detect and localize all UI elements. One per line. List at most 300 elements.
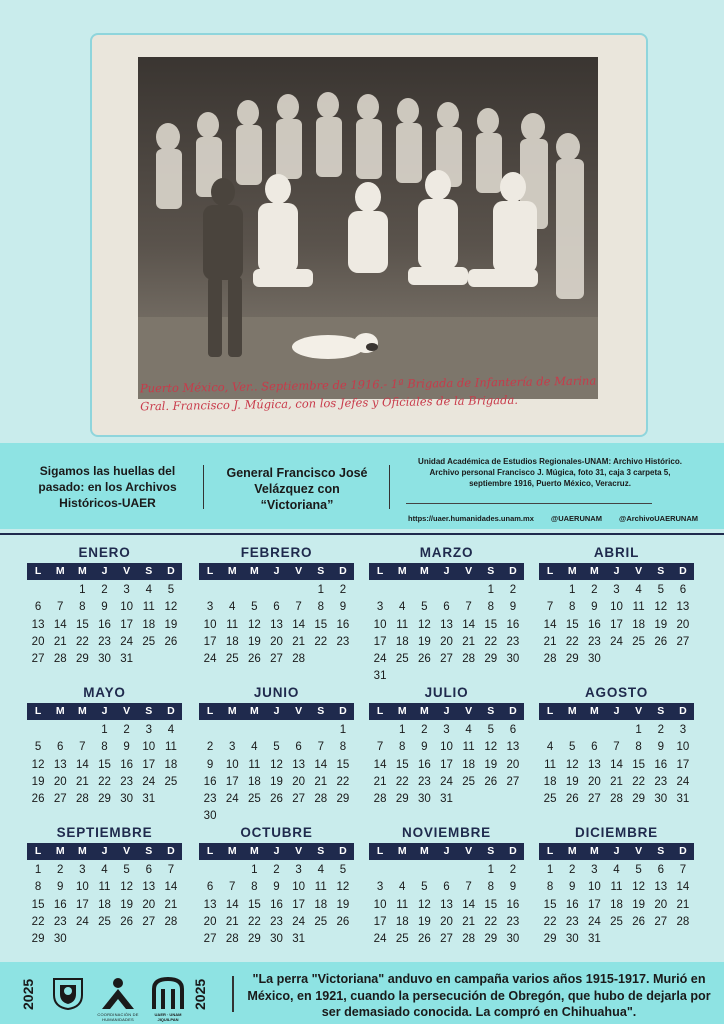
- day-cell: 31: [440, 793, 453, 806]
- day-cell: 21: [75, 775, 89, 788]
- weekday-label: S: [145, 705, 153, 717]
- weekday-label: M: [589, 705, 599, 717]
- contact-links: [408, 514, 698, 523]
- day-cell: 1: [34, 864, 42, 876]
- day-cell: 31: [373, 670, 387, 683]
- day-cell: 7: [317, 741, 324, 754]
- day-cell: 29: [395, 793, 409, 806]
- day-cell: 30: [203, 810, 217, 823]
- day-cell: 24: [373, 933, 387, 946]
- day-cell: 18: [632, 618, 646, 631]
- day-cell: 11: [248, 758, 261, 771]
- day-cell: 23: [654, 775, 668, 788]
- day-cell: 28: [676, 915, 690, 928]
- day-cell: 14: [75, 758, 89, 771]
- day-cell: 4: [546, 741, 554, 754]
- day-cell: 9: [569, 881, 576, 894]
- photo-title: [212, 465, 382, 513]
- day-cell: 11: [396, 898, 409, 911]
- website-link[interactable]: https://uaer.humanidades.unam.mx: [408, 514, 534, 523]
- day-cell: 2: [206, 741, 214, 754]
- day-cell: 17: [676, 758, 690, 771]
- weekday-header: [369, 843, 524, 860]
- day-cell: 16: [98, 618, 111, 631]
- day-cell: 26: [31, 793, 45, 806]
- archive-line-2: Archivo personal Francisco J. Múgica, foto 31, caja 3 carpeta 5,: [429, 468, 671, 477]
- historical-photo: [138, 57, 598, 399]
- weekday-label: S: [487, 705, 495, 717]
- day-cell: 14: [292, 618, 306, 631]
- day-grid: [539, 582, 694, 668]
- weekday-label: L: [34, 845, 42, 857]
- day-cell: 2: [657, 724, 664, 736]
- day-cell: 11: [544, 758, 557, 771]
- month-name: OCTUBRE: [240, 825, 313, 840]
- weekday-label: J: [613, 705, 620, 717]
- weekday-header: [539, 843, 694, 860]
- day-cell: 24: [373, 653, 387, 666]
- day-cell: 14: [53, 618, 67, 631]
- day-cell: 22: [632, 775, 646, 788]
- day-cell: 24: [587, 915, 601, 928]
- weekday-label: M: [227, 565, 237, 577]
- day-cell: 24: [610, 635, 623, 648]
- day-cell: 19: [247, 635, 261, 648]
- day-cell: 10: [292, 881, 306, 894]
- day-cell: 22: [247, 915, 261, 928]
- day-cell: 10: [142, 741, 156, 754]
- month-junio: [199, 684, 354, 826]
- day-cell: 9: [101, 601, 108, 614]
- weekday-label: M: [249, 845, 259, 857]
- day-cell: 15: [565, 618, 579, 631]
- day-cell: 10: [203, 618, 217, 631]
- weekday-label: V: [465, 845, 473, 857]
- weekday-header: [27, 843, 182, 860]
- weekday-label: L: [546, 845, 554, 857]
- weekday-header: [369, 563, 524, 580]
- month-name: DICIEMBRE: [575, 825, 658, 840]
- day-cell: 11: [462, 741, 475, 754]
- day-cell: 17: [610, 618, 623, 631]
- day-cell: 21: [373, 775, 387, 788]
- day-cell: 28: [373, 793, 387, 806]
- day-cell: 3: [591, 864, 598, 876]
- day-cell: 27: [440, 933, 453, 946]
- day-cell: 16: [203, 775, 217, 788]
- day-cell: 6: [34, 601, 42, 614]
- day-cell: 10: [440, 741, 453, 754]
- month-name: SEPTIEMBRE: [56, 825, 153, 840]
- weekday-label: D: [339, 845, 347, 857]
- day-cell: 27: [53, 793, 67, 806]
- day-cell: 3: [613, 584, 620, 596]
- day-cell: 27: [440, 653, 453, 666]
- day-cell: 24: [142, 775, 156, 788]
- day-cell: 25: [225, 653, 239, 666]
- day-cell: 5: [339, 864, 347, 876]
- social-handle-archivo[interactable]: @ArchivoUAERUNAM: [619, 514, 698, 523]
- day-cell: 24: [440, 775, 453, 788]
- day-cell: 3: [295, 864, 302, 876]
- day-cell: 7: [465, 601, 472, 614]
- day-cell: 16: [506, 898, 520, 911]
- weekday-label: V: [295, 845, 303, 857]
- day-cell: 19: [164, 618, 178, 631]
- day-cell: 3: [443, 724, 450, 736]
- weekday-label: V: [635, 705, 643, 717]
- day-cell: 24: [75, 915, 89, 928]
- weekday-label: S: [657, 705, 665, 717]
- day-cell: 17: [440, 758, 453, 771]
- day-cell: 12: [565, 758, 579, 771]
- day-cell: 7: [295, 601, 302, 614]
- day-cell: 31: [142, 793, 156, 806]
- day-cell: 24: [120, 635, 134, 648]
- day-cell: 6: [273, 601, 280, 614]
- day-cell: 18: [395, 915, 409, 928]
- weekday-label: S: [657, 565, 665, 577]
- day-cell: 20: [292, 775, 306, 788]
- day-cell: 23: [565, 915, 579, 928]
- month-julio: [369, 684, 524, 808]
- day-cell: 6: [679, 584, 687, 596]
- day-cell: 23: [203, 793, 217, 806]
- day-cell: 30: [53, 933, 67, 946]
- day-cell: 24: [292, 915, 306, 928]
- weekday-label: J: [613, 845, 620, 857]
- day-cell: 26: [654, 635, 668, 648]
- day-cell: 23: [53, 915, 67, 928]
- month-agosto: [539, 684, 694, 808]
- day-cell: 16: [506, 618, 520, 631]
- day-cell: 28: [53, 653, 67, 666]
- weekday-label: D: [339, 705, 347, 717]
- day-cell: 4: [251, 741, 258, 754]
- day-cell: 5: [421, 881, 428, 894]
- day-cell: 14: [164, 881, 178, 894]
- photo-title-line-2: Velázquez con: [254, 482, 340, 496]
- day-cell: 26: [417, 653, 431, 666]
- weekday-label: V: [635, 565, 643, 577]
- day-cell: 29: [75, 653, 89, 666]
- day-cell: 24: [676, 775, 690, 788]
- month-name: AGOSTO: [584, 685, 649, 700]
- day-cell: 2: [57, 864, 64, 876]
- weekday-label: J: [101, 705, 108, 717]
- day-cell: 29: [565, 653, 579, 666]
- weekday-label: S: [487, 845, 495, 857]
- day-cell: 18: [247, 775, 261, 788]
- day-cell: 3: [206, 601, 214, 614]
- weekday-label: S: [317, 565, 325, 577]
- footer-band: [0, 962, 724, 1024]
- day-cell: 5: [569, 741, 576, 754]
- year-right: 2025: [192, 978, 208, 1010]
- weekday-header: [27, 703, 182, 720]
- weekday-label: V: [465, 705, 473, 717]
- day-cell: 13: [506, 741, 520, 754]
- day-cell: 27: [676, 635, 690, 648]
- day-cell: 8: [399, 741, 406, 754]
- weekday-label: S: [317, 705, 325, 717]
- day-grid: [27, 722, 182, 808]
- day-cell: 21: [676, 898, 690, 911]
- weekday-header: [27, 563, 182, 580]
- day-cell: 21: [462, 635, 476, 648]
- day-cell: 1: [635, 724, 642, 736]
- weekday-label: M: [227, 705, 237, 717]
- day-cell: 12: [270, 758, 283, 771]
- day-cell: 9: [657, 741, 664, 754]
- day-cell: 25: [395, 933, 409, 946]
- day-cell: 22: [31, 915, 45, 928]
- divider: [389, 465, 390, 509]
- day-cell: 14: [610, 758, 623, 771]
- weekday-label: J: [273, 845, 280, 857]
- month-diciembre: [539, 824, 694, 948]
- coordinacion-label: COORDINACIÓN DE HUMANIDADES: [97, 1012, 139, 1022]
- day-cell: 7: [376, 741, 384, 754]
- day-cell: 10: [587, 881, 601, 894]
- day-cell: 30: [98, 653, 111, 666]
- day-cell: 1: [487, 864, 494, 876]
- day-cell: 3: [376, 601, 384, 614]
- day-cell: 25: [314, 915, 328, 928]
- day-cell: 26: [336, 915, 350, 928]
- day-cell: 17: [120, 618, 134, 631]
- day-cell: 20: [270, 635, 283, 648]
- day-cell: 23: [336, 635, 350, 648]
- weekday-label: M: [397, 845, 407, 857]
- day-cell: 18: [142, 618, 156, 631]
- weekday-label: J: [443, 705, 450, 717]
- day-cell: 20: [142, 898, 156, 911]
- day-cell: 13: [676, 601, 690, 614]
- day-cell: 11: [226, 618, 239, 631]
- day-cell: 16: [270, 898, 283, 911]
- day-cell: 17: [373, 635, 387, 648]
- day-cell: 29: [543, 933, 557, 946]
- day-cell: 1: [251, 864, 258, 876]
- day-cell: 8: [569, 601, 576, 614]
- divider: [203, 465, 204, 509]
- day-cell: 4: [101, 864, 108, 876]
- day-cell: 5: [657, 584, 664, 596]
- day-cell: 13: [440, 898, 453, 911]
- day-cell: 18: [164, 758, 178, 771]
- day-cell: 7: [465, 881, 472, 894]
- day-cell: 4: [399, 601, 406, 614]
- weekday-label: M: [77, 705, 87, 717]
- day-cell: 17: [75, 898, 89, 911]
- day-cell: 8: [635, 741, 642, 754]
- day-cell: 28: [314, 793, 328, 806]
- weekday-label: D: [509, 705, 517, 717]
- weekday-label: M: [589, 565, 599, 577]
- day-cell: 9: [273, 881, 280, 894]
- day-cell: 11: [314, 881, 327, 894]
- day-cell: 9: [591, 601, 598, 614]
- day-cell: 1: [569, 584, 576, 596]
- unam-shield-icon: [50, 975, 86, 1011]
- day-grid: [539, 862, 694, 948]
- archive-reference: [395, 456, 705, 489]
- day-cell: 26: [417, 933, 431, 946]
- day-cell: 20: [31, 635, 45, 648]
- day-cell: 3: [145, 724, 152, 736]
- social-handle-uaer[interactable]: @UAERUNAM: [550, 514, 602, 523]
- day-cell: 16: [53, 898, 67, 911]
- day-cell: 29: [632, 793, 646, 806]
- day-cell: 10: [610, 601, 623, 614]
- weekday-label: V: [635, 845, 643, 857]
- day-grid: [369, 722, 524, 808]
- day-cell: 20: [506, 758, 520, 771]
- weekday-label: L: [206, 845, 214, 857]
- day-cell: 22: [543, 915, 557, 928]
- day-cell: 27: [506, 775, 520, 788]
- day-cell: 13: [292, 758, 306, 771]
- day-cell: 15: [98, 758, 111, 771]
- day-cell: 5: [34, 741, 42, 754]
- day-cell: 15: [75, 618, 89, 631]
- weekday-label: M: [55, 845, 65, 857]
- day-cell: 24: [225, 793, 239, 806]
- weekday-label: V: [123, 565, 131, 577]
- day-cell: 18: [543, 775, 557, 788]
- day-cell: 22: [395, 775, 409, 788]
- weekday-label: D: [167, 705, 175, 717]
- jiquilpan-label: UAER · UNAM JIQUILPAN: [154, 1012, 182, 1022]
- day-cell: 30: [587, 653, 601, 666]
- day-cell: 17: [292, 898, 306, 911]
- day-cell: 8: [79, 601, 86, 614]
- day-cell: 6: [509, 724, 517, 736]
- weekday-label: M: [55, 565, 65, 577]
- day-cell: 15: [336, 758, 350, 771]
- day-cell: 7: [546, 601, 554, 614]
- archive-line-3: septiembre 1916, Puerto México, Veracruz.: [469, 479, 631, 488]
- day-cell: 1: [399, 724, 406, 736]
- day-cell: 2: [339, 584, 347, 596]
- day-cell: 5: [487, 724, 494, 736]
- weekday-label: L: [376, 705, 384, 717]
- day-cell: 2: [509, 864, 517, 876]
- day-cell: 21: [314, 775, 328, 788]
- day-cell: 30: [506, 933, 520, 946]
- day-cell: 17: [225, 775, 239, 788]
- day-cell: 8: [487, 601, 494, 614]
- day-cell: 25: [610, 915, 623, 928]
- weekday-label: M: [589, 845, 599, 857]
- weekday-label: V: [295, 565, 303, 577]
- day-cell: 19: [417, 915, 431, 928]
- photo-title-line-1: General Francisco José: [226, 466, 368, 480]
- day-cell: 28: [462, 653, 476, 666]
- weekday-label: J: [613, 565, 620, 577]
- day-cell: 13: [440, 618, 453, 631]
- day-cell: 15: [543, 898, 557, 911]
- day-cell: 9: [339, 601, 347, 614]
- day-cell: 4: [145, 584, 152, 596]
- day-cell: 2: [591, 584, 598, 596]
- day-cell: 8: [34, 881, 42, 894]
- day-cell: 29: [247, 933, 261, 946]
- day-cell: 7: [167, 864, 175, 876]
- day-cell: 13: [53, 758, 67, 771]
- month-name: ABRIL: [593, 545, 640, 560]
- day-cell: 22: [98, 775, 111, 788]
- day-cell: 4: [613, 864, 620, 876]
- weekday-label: D: [167, 565, 175, 577]
- day-cell: 9: [509, 601, 517, 614]
- month-noviembre: [369, 824, 524, 948]
- weekday-label: M: [249, 565, 259, 577]
- month-name: MAYO: [83, 685, 126, 700]
- day-cell: 29: [484, 653, 498, 666]
- day-cell: 19: [565, 775, 579, 788]
- day-cell: 27: [203, 933, 217, 946]
- month-name: JUNIO: [253, 685, 300, 700]
- day-cell: 18: [610, 898, 623, 911]
- caption-line-1: Puerto México, Ver.. Septiembre de 1916.- 1ª Brigada de Infantería de Marina: [139, 373, 597, 396]
- month-mayo: [27, 684, 182, 808]
- weekday-label: L: [206, 705, 214, 717]
- day-cell: 7: [229, 881, 236, 894]
- day-grid: [539, 722, 694, 808]
- day-cell: 6: [657, 864, 664, 876]
- weekday-label: D: [509, 565, 517, 577]
- day-cell: 2: [123, 724, 130, 736]
- day-cell: 1: [101, 724, 108, 736]
- day-cell: 5: [273, 741, 280, 754]
- day-cell: 12: [336, 881, 350, 894]
- day-cell: 27: [292, 793, 306, 806]
- month-marzo: [369, 544, 524, 686]
- weekday-label: J: [101, 845, 108, 857]
- day-cell: 9: [206, 758, 214, 771]
- day-cell: 14: [462, 898, 476, 911]
- weekday-header: [199, 703, 354, 720]
- day-cell: 12: [417, 618, 431, 631]
- day-cell: 27: [142, 915, 156, 928]
- day-cell: 20: [654, 898, 668, 911]
- day-cell: 26: [632, 915, 646, 928]
- day-cell: 2: [421, 724, 428, 736]
- day-grid: [199, 862, 354, 948]
- day-cell: 31: [587, 933, 601, 946]
- weekday-label: S: [145, 565, 153, 577]
- day-cell: 28: [610, 793, 623, 806]
- photo-title-line-3: “Victoriana”: [260, 498, 334, 512]
- day-cell: 5: [251, 601, 258, 614]
- day-cell: 7: [679, 864, 687, 876]
- day-cell: 8: [251, 881, 258, 894]
- month-octubre: [199, 824, 354, 948]
- day-cell: 12: [164, 601, 178, 614]
- day-cell: 23: [587, 635, 601, 648]
- day-cell: 10: [120, 601, 134, 614]
- day-cell: 2: [509, 584, 517, 596]
- weekday-label: L: [546, 705, 554, 717]
- day-grid: [199, 582, 354, 668]
- day-cell: 19: [31, 775, 45, 788]
- day-cell: 11: [632, 601, 645, 614]
- month-name: NOVIEMBRE: [402, 825, 491, 840]
- day-cell: 27: [31, 653, 45, 666]
- day-cell: 10: [373, 898, 387, 911]
